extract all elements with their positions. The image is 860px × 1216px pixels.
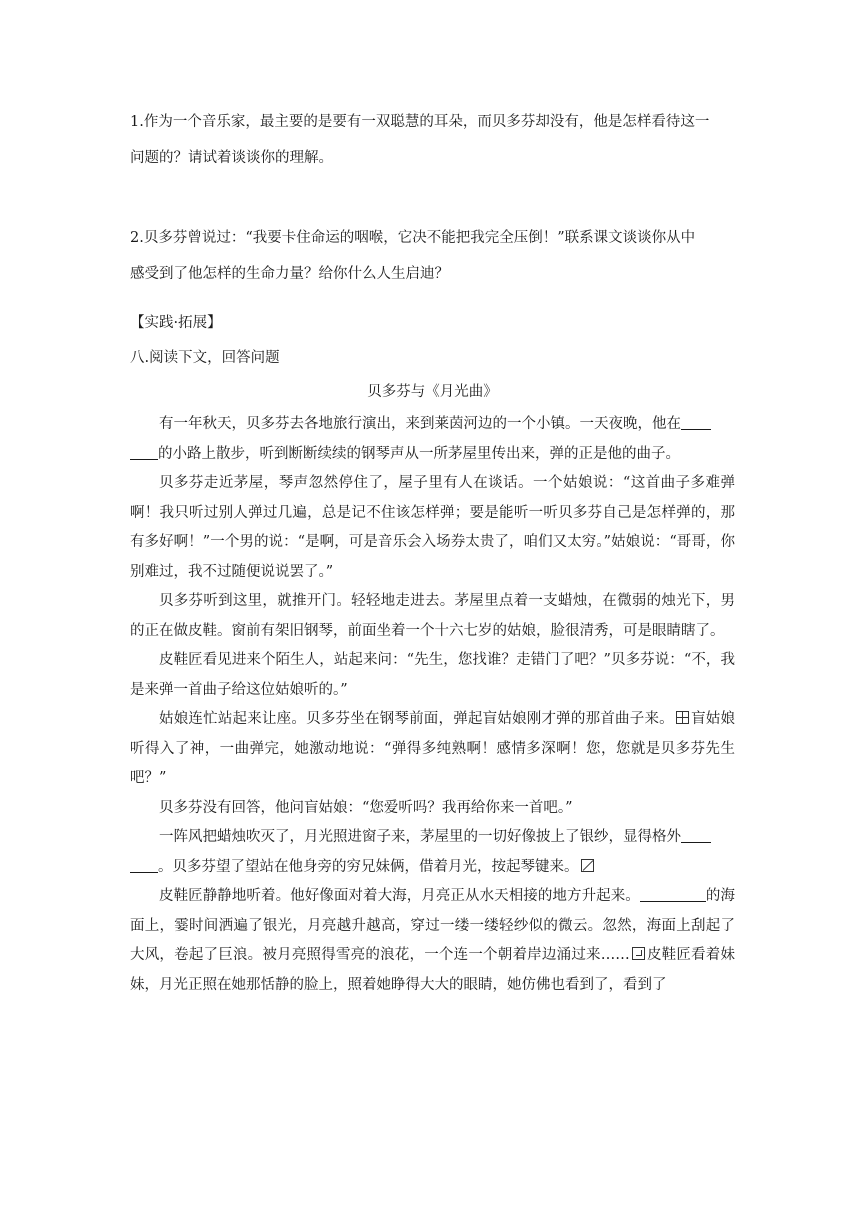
paragraph-8-part-a: 皮鞋匠静静地听着。他好像面对着大海，月亮正从水天相接的地方升起来。 [159,888,640,904]
fill-blank-1a [681,415,711,431]
paragraph-7-part-b: 。贝多芬望了望站在他身旁的穷兄妹俩，借着月光，按起琴键来。 [158,858,579,875]
paragraph-8 [130,882,735,1000]
paragraph-8-part-c: 皮鞋匠看着妹妹，月光正照在她那恬静的脸上，照着她睁得大大的眼睛，她仿佛也看到了，看到了 [130,947,735,993]
paragraph-6: 贝多芬没有回答，他问盲姑娘：“您爱听吗？我再给你来一首吧。” [159,799,573,816]
story-body [130,410,735,1000]
paragraph-7-part-a: 一阵风把蜡烛吹灭了，月光照进窗子来，茅屋里的一切好像披上了银纱，显得格外 [159,829,681,845]
fill-blank-2b [130,857,158,873]
task-heading: 八.阅读下文，回答问题 [130,350,280,366]
paragraph-1 [130,410,735,469]
paragraph-1-part-b: 的小路上散步，听到断断续续的钢琴声从一所茅屋里传出来，弹的正是他的曲子。 [158,445,680,462]
paragraph-5 [130,705,735,794]
section-heading: 【实践·拓展】 [130,315,222,331]
question-2 [130,220,735,292]
paragraph-7 [130,823,735,882]
paragraph-2: 贝多芬走近茅屋，琴声忽然停住了，屋子里有人在谈话。一个姑娘说：“这首曲子多难弹啊！我只听过别人弹过几遍，总是记不住该怎样弹；要是能听一听贝多芬自己是怎样弹的，那有多好啊！”一个男的说：“是啊，可是音乐会入场券太贵了，咱们又太穷。”姑娘说：“哥哥，你别难过，我不过随便说说罢了。” [130,475,735,580]
annotation-mark-icon [581,859,594,872]
story-title: 贝多芬与《月光曲》 [367,384,498,400]
paragraph-5-part-a: 姑娘连忙站起来让座。贝多芬坐在钢琴前面，弹起盲姑娘刚才弹的那首曲子来。 [159,711,674,727]
annotation-mark-icon [676,711,689,724]
paragraph-8-part-b: 的海面上，霎时间洒遍了银光，月亮越升越高，穿过一缕一缕轻纱似的微云。忽然，海面上刮起了大风，卷起了巨浪。被月亮照得雪亮的浪花，一个连一个朝着岸边涌过来…… [130,888,736,963]
paragraph-5-part-b: 盲姑娘听得入了神，一曲弹完，她激动地说：“弹得多纯熟啊！感情多深啊！您，您就是贝多芬先生吧？” [130,711,736,786]
paragraph-3: 贝多芬听到这里，就推开门。轻轻地走进去。茅屋里点着一支蜡烛，在微弱的烛光下，男的正在做皮鞋。窗前有架旧钢琴，前面坐着一个十六七岁的姑娘，脸很清秀，可是眼睛瞎了。 [130,593,735,639]
annotation-mark-icon [632,947,645,960]
question-1-line-2: 问题的？请试着谈谈你的理解。 [130,150,333,166]
fill-blank-1b [130,444,158,460]
paragraph-4: 皮鞋匠看见进来个陌生人，站起来问：“先生，您找谁？走错门了吧？”贝多芬说：“不，我是来弹一首曲子给这位姑娘听的。” [130,652,735,698]
question-2-line-1: 2.贝多芬曾说过：“我要卡住命运的咽喉，它决不能把我完全压倒！”联系课文谈谈你从中 [130,230,696,246]
question-1 [130,104,735,176]
paragraph-1-part-a: 有一年秋天，贝多芬去各地旅行演出，来到莱茵河边的一个小镇。一天夜晚，他在 [159,416,681,432]
fill-blank-3 [640,887,706,903]
fill-blank-2a [681,828,711,844]
question-2-line-2: 感受到了他怎样的生命力量？给你什么人生启迪？ [130,266,449,282]
question-1-line-1: 1.作为一个音乐家，最主要的是要有一双聪慧的耳朵，而贝多芬却没有，他是怎样看待这一 [130,114,710,130]
